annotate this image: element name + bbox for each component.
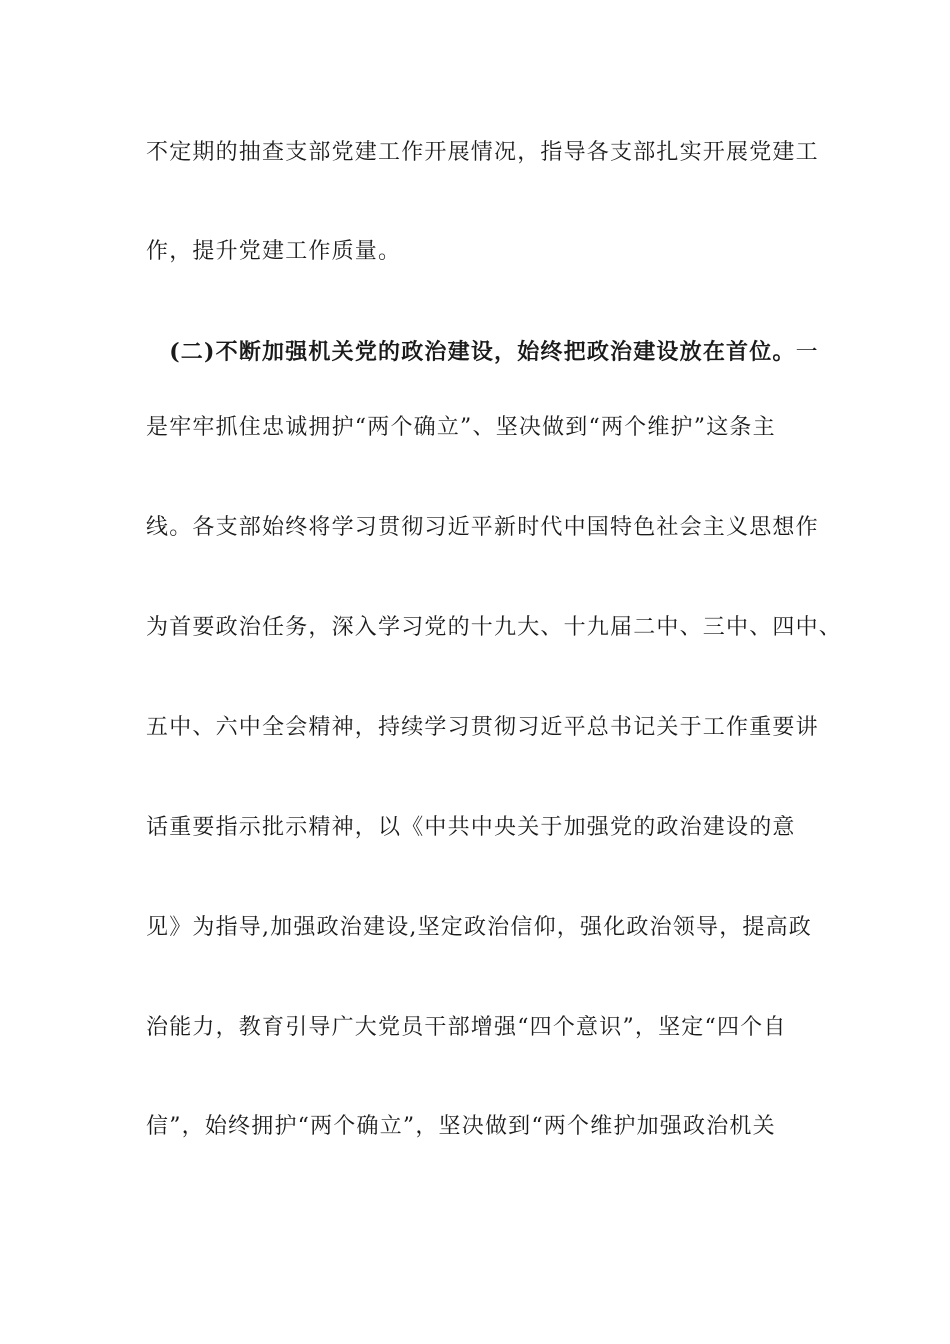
text-line: 是牢牢抓住忠诚拥护“两个确立”、坚决做到“两个维护”这条主 bbox=[146, 415, 776, 440]
heading-indent bbox=[146, 340, 169, 365]
text-line: 话重要指示批示精神，以《中共中央关于加强党的政治建设的意 bbox=[146, 815, 796, 840]
text-line: 治能力，教育引导广大党员干部增强“四个意识”，坚定“四个自 bbox=[146, 1015, 787, 1040]
text-line: 见》为指导,加强政治建设,坚定政治信仰，强化政治领导，提高政 bbox=[146, 915, 812, 940]
text-line: 信”，始终拥护“两个确立”，坚决做到“两个维护加强政治机关 bbox=[146, 1114, 776, 1139]
section-heading bbox=[146, 337, 826, 368]
heading-rest-text: 一 bbox=[795, 340, 819, 365]
text-line: 作，提升党建工作质量。 bbox=[146, 239, 402, 264]
text-line: 为首要政治任务，深入学习党的十九大、十九届二中、三中、四中、 bbox=[146, 615, 843, 640]
heading-bold-text: (二)不断加强机关党的政治建设，始终把政治建设放在首位。 bbox=[169, 339, 796, 365]
text-line: 不定期的抽查支部党建工作开展情况，指导各支部扎实开展党建工 bbox=[146, 140, 819, 165]
text-line: 五中、六中全会精神，持续学习贯彻习近平总书记关于工作重要讲 bbox=[146, 715, 819, 740]
text-line: 线。各支部始终将学习贯彻习近平新时代中国特色社会主义思想作 bbox=[146, 515, 819, 540]
